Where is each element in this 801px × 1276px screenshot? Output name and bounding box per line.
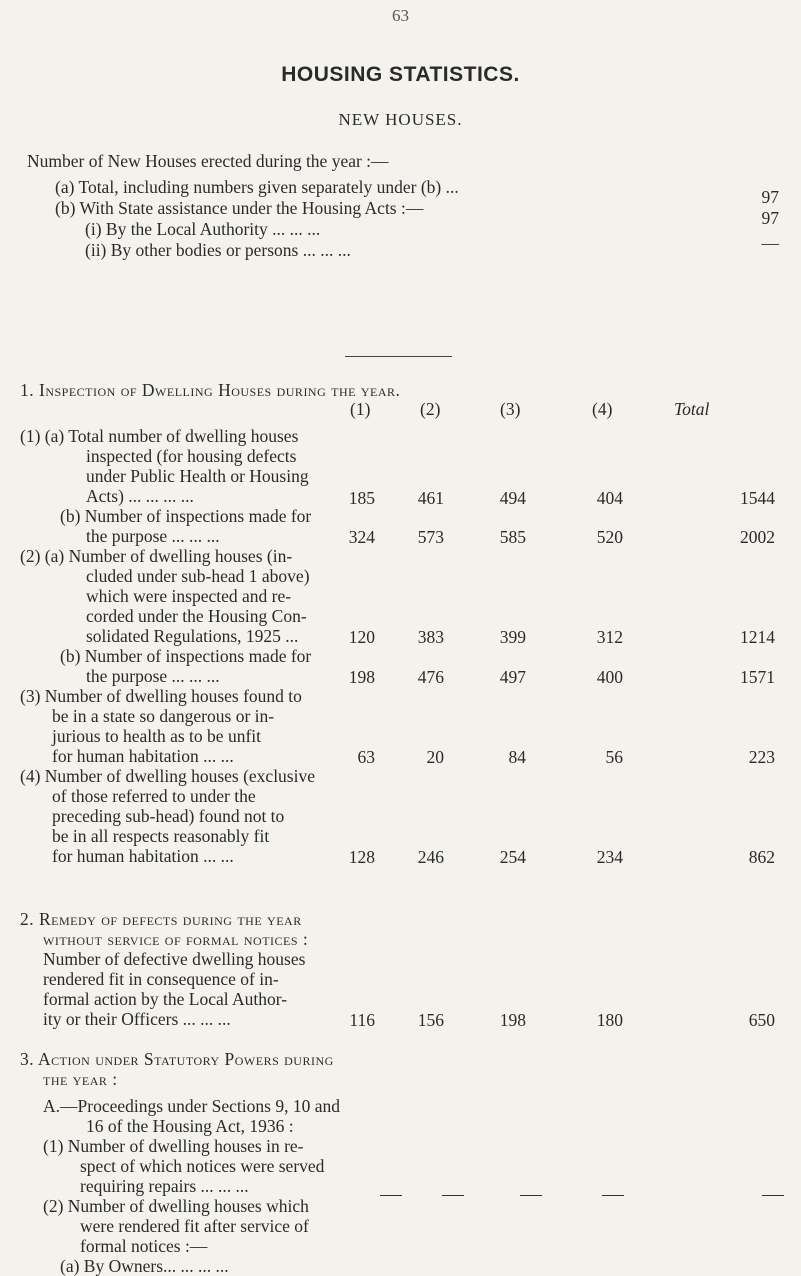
row-3-col2: 20 — [426, 747, 444, 767]
action-item-1-label: (1) Number of dwelling houses in re- — [43, 1136, 304, 1156]
new-houses-total-value: 97 — [761, 187, 779, 207]
row-2a-label-line: corded under the Housing Con- — [86, 606, 307, 626]
remedy-col3: 198 — [499, 1010, 526, 1030]
row-1b-col3: 585 — [499, 527, 526, 547]
new-houses-other-bodies-value: — — [761, 233, 779, 253]
row-2a-label-line: which were inspected and re- — [86, 586, 292, 606]
new-houses-total-label: (a) Total, including numbers given separately under (b) ... — [55, 177, 459, 197]
remedy-col1: 116 — [349, 1010, 375, 1030]
row-3-col1: 63 — [357, 747, 375, 767]
new-houses-local-authority-label: (i) By the Local Authority ... ... ... — [85, 219, 321, 239]
row-2b-col4: 400 — [596, 667, 623, 687]
row-2a-label: (2) (a) Number of dwelling houses (in- — [20, 546, 293, 566]
row-4-label-line: preceding sub-head) found not to — [52, 806, 285, 826]
row-2b-label: (b) Number of inspections made for — [60, 646, 312, 666]
row-3-label-line: be in a state so dangerous or in- — [52, 706, 275, 726]
row-1a-label-line: under Public Health or Housing — [86, 466, 309, 486]
row-1b-label: (b) Number of inspections made for — [60, 506, 312, 526]
row-1b-col2: 573 — [417, 527, 444, 547]
action-subsection-a: A.—Proceedings under Sections 9, 10 and — [43, 1096, 340, 1116]
empty-value-dash — [762, 1186, 784, 1204]
column-header-3: (3) — [500, 399, 521, 419]
remedy-label-line: rendered fit in consequence of in- — [43, 969, 279, 989]
row-2a-label-line: cluded under sub-head 1 above) — [86, 566, 310, 586]
row-4-col2: 246 — [417, 847, 444, 867]
remedy-label-line: formal action by the Local Author- — [43, 989, 288, 1009]
row-4-col3: 254 — [499, 847, 526, 867]
section-divider — [345, 356, 452, 357]
empty-value-dash — [520, 1186, 542, 1204]
action-subsection-a-line: 16 of the Housing Act, 1936 : — [86, 1116, 294, 1136]
action-heading-line: the year : — [43, 1069, 118, 1089]
remedy-total: 650 — [748, 1010, 775, 1030]
row-1a-label-line: inspected (for housing defects — [86, 446, 297, 466]
action-item-1-label-line: requiring repairs ... ... ... — [80, 1176, 249, 1196]
remedy-col2: 156 — [417, 1010, 444, 1030]
remedy-col4: 180 — [596, 1010, 623, 1030]
row-1a-col4: 404 — [596, 488, 623, 508]
page-title: HOUSING STATISTICS. — [281, 63, 520, 86]
action-heading: 3. Action under Statutory Powers during — [20, 1049, 334, 1069]
row-1b-total: 2002 — [740, 527, 775, 547]
row-1b-label-line: the purpose ... ... ... — [86, 526, 220, 546]
row-3-label: (3) Number of dwelling houses found to — [20, 686, 302, 706]
row-3-label-line: for human habitation ... ... — [52, 746, 234, 766]
row-3-col3: 84 — [508, 747, 526, 767]
remedy-heading-line: without service of formal notices : — [43, 929, 309, 949]
new-houses-intro: Number of New Houses erected during the year :— — [27, 151, 389, 171]
action-item-1-label-line: spect of which notices were served — [80, 1156, 325, 1176]
row-3-total: 223 — [748, 747, 775, 767]
row-1a-col1: 185 — [348, 488, 375, 508]
row-4-label-line: of those referred to under the — [52, 786, 256, 806]
section-subtitle: NEW HOUSES. — [338, 110, 463, 129]
action-item-2-label-line: formal notices :— — [80, 1236, 208, 1256]
row-4-label-line: be in all respects reasonably fit — [52, 826, 270, 846]
action-item-2-label-line: were rendered fit after service of — [80, 1216, 309, 1236]
row-1b-col4: 520 — [596, 527, 623, 547]
row-2a-total: 1214 — [740, 627, 775, 647]
remedy-label-line: ity or their Officers ... ... ... — [43, 1009, 231, 1029]
new-houses-other-bodies-label: (ii) By other bodies or persons ... ... ... — [85, 240, 351, 260]
row-4-col1: 128 — [348, 847, 375, 867]
row-1b-col1: 324 — [348, 527, 375, 547]
row-3-label-line: jurious to health as to be unfit — [52, 726, 261, 746]
row-4-col4: 234 — [596, 847, 623, 867]
inspection-heading: 1. Inspection of Dwelling Houses during the year. — [20, 380, 401, 400]
row-4-label: (4) Number of dwelling houses (exclusive — [20, 766, 315, 786]
column-header-4: (4) — [592, 399, 613, 419]
row-2b-total: 1571 — [740, 667, 775, 687]
row-2b-col2: 476 — [417, 667, 444, 687]
row-2a-col2: 383 — [417, 627, 444, 647]
new-houses-local-authority-value: 97 — [761, 208, 779, 228]
row-3-col4: 56 — [605, 747, 623, 767]
row-2a-col1: 120 — [348, 627, 375, 647]
row-2a-label-line: solidated Regulations, 1925 ... — [86, 626, 299, 646]
row-1a-total: 1544 — [740, 488, 775, 508]
row-2a-col4: 312 — [596, 627, 623, 647]
row-2b-label-line: the purpose ... ... ... — [86, 666, 220, 686]
row-2b-col3: 497 — [499, 667, 526, 687]
row-1a-col3: 494 — [499, 488, 526, 508]
row-1a-label: (1) (a) Total number of dwelling houses — [20, 426, 299, 446]
empty-value-dash — [602, 1186, 624, 1204]
row-2a-col3: 399 — [499, 627, 526, 647]
page-number: 63 — [392, 6, 409, 25]
row-1a-col2: 461 — [417, 488, 444, 508]
column-header-1: (1) — [350, 399, 371, 419]
row-4-total: 862 — [748, 847, 775, 867]
empty-value-dash — [380, 1186, 402, 1204]
empty-value-dash — [442, 1186, 464, 1204]
row-4-label-line: for human habitation ... ... — [52, 846, 234, 866]
remedy-heading: 2. Remedy of defects during the year — [20, 909, 302, 929]
row-2b-col1: 198 — [348, 667, 375, 687]
column-header-2: (2) — [420, 399, 441, 419]
action-item-2a-label: (a) By Owners... ... ... ... — [60, 1256, 229, 1276]
action-item-2-label: (2) Number of dwelling houses which — [43, 1196, 309, 1216]
column-header-total: Total — [674, 399, 710, 419]
row-1a-label-line: Acts) ... ... ... ... — [86, 486, 194, 506]
remedy-label: Number of defective dwelling houses — [43, 949, 306, 969]
new-houses-state-label: (b) With State assistance under the Housing Acts :— — [55, 198, 424, 218]
